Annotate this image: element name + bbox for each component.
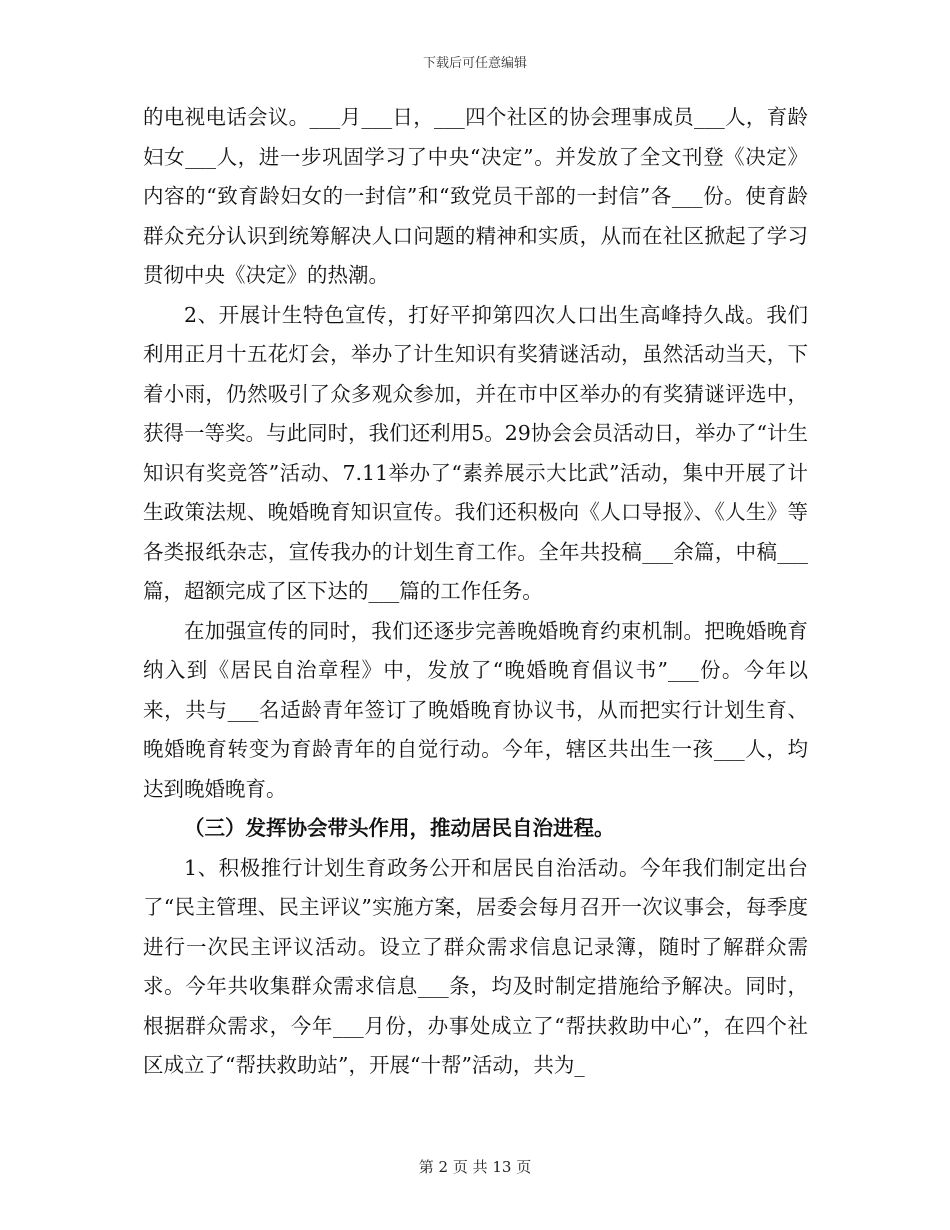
section-heading: （三）发挥协会带头作用，推动居民自治进程。 xyxy=(184,816,615,840)
paragraph-continuation: 的电视电话会议。___月___日，___四个社区的协会理事成员___人，育龄妇女___人，进一步巩固学习了中央“决定”。并发放了全文刊登《决定》内容的“致育龄妇女的一封信”和“致党员干部的一封信”各___份。使育龄群众充分认识到统筹解决人口问题的精神和实质，从而在社区掀起了学习贯彻中央《决定》的热潮。 xyxy=(143,105,808,287)
paragraph-self-governance: 1、积极推行计划生育政务公开和居民自治活动。今年我们制定出台了“民主管理、民主评议”实施方案，居委会每月召开一次议事会，每季度进行一次民主评议活动。设立了群众需求信息记录簿，随时了解群众需求。今年共收集群众需求信息___条，均及时制定措施给予解决。同时，根据群众需求，今年___月份，办事处成立了“帮扶救助中心”，在四个社区成立了“帮扶救助站”，开展“十帮”活动，共为_ xyxy=(143,855,808,1077)
paragraph-publicity: 2、开展计生特色宣传，打好平抑第四次人口出生高峰持久战。我们利用正月十五花灯会，举办了计生知识有奖猜谜活动，虽然活动当天，下着小雨，仍然吸引了众多观众参加，并在市中区举办的有奖猜谜评选中，获得一等奖。与此同时，我们还利用5。29协会会员活动日，举办了“计生知识有奖竞答”活动、7.11举办了“素养展示大比武”活动，集中开展了计生政策法规、晚婚晚育知识宣传。我们还积极向《人口导报》、《人生》等各类报纸杂志，宣传我办的计划生育工作。全年共投稿___余篇，中稿___篇，超额完成了区下达的___篇的工作任务。 xyxy=(143,302,808,603)
paragraph-late-marriage: 在加强宣传的同时，我们还逐步完善晚婚晚育约束机制。把晚婚晚育纳入到《居民自治章程》中，发放了“晚婚晚育倡议书”___份。今年以来，共与___名适龄青年签订了晚婚晚育协议书，从而把实行计划生育、晚婚晚育转变为育龄青年的自觉行动。今年，辖区共出生一孩___人，均达到晚婚晚育。 xyxy=(143,618,808,801)
page-header: 下载后可任意编辑 xyxy=(422,56,527,71)
page-footer: 第 2 页 共 13 页 xyxy=(418,1158,532,1176)
document-body xyxy=(143,98,808,1086)
